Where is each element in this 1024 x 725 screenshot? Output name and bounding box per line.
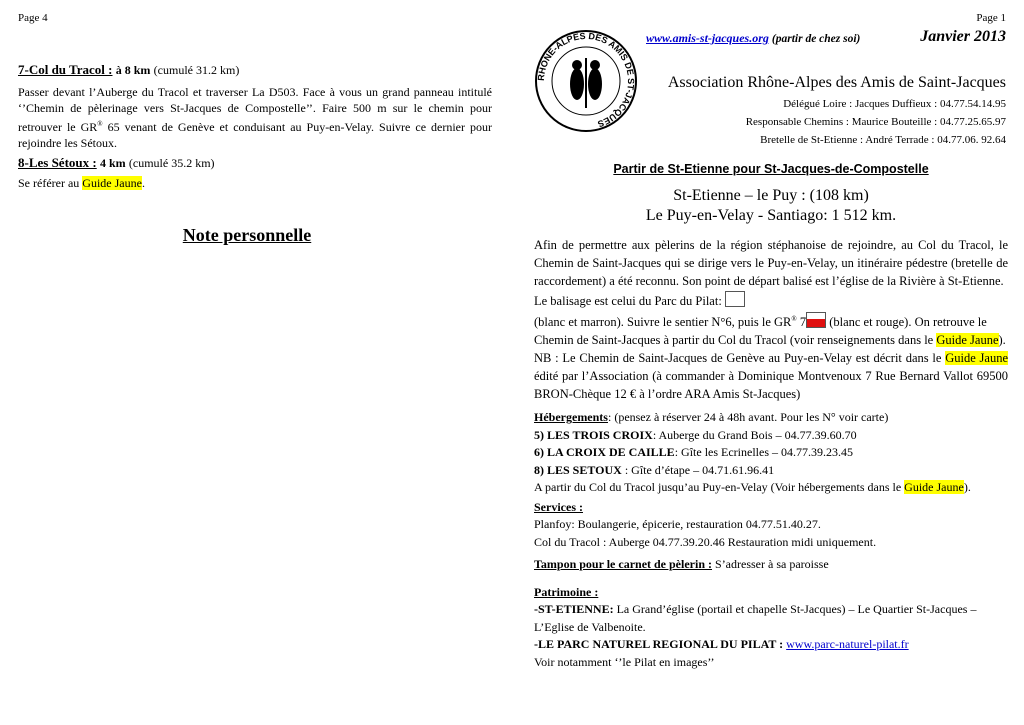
services-label: Services : [534,499,583,514]
service-item: Planfoy: Boulangerie, épicerie, restauration 04.77.51.40.27. [534,517,821,532]
header-website-line: www.amis-st-jacques.org (partir de chez soi) [646,31,861,45]
left-column [18,62,492,191]
logo-seal-icon [533,28,639,134]
intro-paragraph: Afin de permettre aux pèlerins de la région stéphanoise de rejoindre, au Col du Tracol, le Chemin de Saint-Jacques qui se dirige vers le Puy-en-Velay, un itinéraire pédestre (bretelle de raccordement) a été reconnu. Son point de départ balisé est l’église de la Rivière à St-Etienne. [534,238,1008,288]
patrimoine-item: -ST-ETIENNE: La Grand’église (portail et chapelle St-Jacques) – Le Quartier St-Jacques – L’Eglise de Valbenoite. [534,602,977,634]
contacts-list [746,95,1006,149]
section-8-heading: 8-Les Sétoux : 4 km (cumulé 35.2 km) [18,155,215,170]
contact-line: Délégué Loire : Jacques Duffieux : 04.77.54.14.95 [783,98,1006,110]
lodging-extra: A partir du Col du Tracol jusqu’au Puy-en-Velay (Voir hébergements dans le Guide Jaune). [534,480,971,495]
page-number-left: Page 4 [18,12,48,24]
balisage-paragraph: Le balisage est celui du Parc du Pilat: [534,291,1008,310]
white-brown-flag-icon [725,291,745,307]
guide-jaune-highlight: Guide Jaune [936,333,999,348]
tampon-line: Tampon pour le carnet de pèlerin : S’adresser à sa paroisse [534,557,829,572]
guide-jaune-highlight: Guide Jaune [904,480,964,495]
contact-line: Responsable Chemins : Maurice Bouteille : 04.77.25.65.97 [745,116,1006,128]
association-logo [533,28,639,134]
contact-line: Bretelle de St-Etienne : André Terrade : 04.77.06. 92.64 [760,134,1006,146]
website-link[interactable]: www.amis-st-jacques.org [646,31,769,45]
patrimoine-item: -LE PARC NATUREL REGIONAL DU PILAT : www.parc-naturel-pilat.fr [534,637,909,652]
note-title: Note personnelle [182,225,312,245]
hebergements-label: Hébergements [534,410,608,425]
section-7-heading: 7-Col du Tracol : à 8 km (cumulé 31.2 km) [18,62,240,77]
route-distances: St-Etienne – le Puy : (108 km) Le Puy-en-Velay - Santiago: 1 512 km. [645,187,897,224]
issue-date: Janvier 2013 [920,28,1006,45]
nb-paragraph: NB : Le Chemin de Saint-Jacques de Genève au Puy-en-Velay est décrit dans le Guide Jaune édité par l’Association (à commander à Dominique Montvenoux 7 Rue Bernard Vallot 69500 BRON-Chèque 12 € à l’ordre ARA Amis St-Jacques) [534,351,1008,402]
route-title: Partir de St-Etienne pour St-Jacques-de-Compostelle [613,162,929,176]
association-name: Association Rhône-Alpes des Amis de Saint-Jacques [667,74,1006,91]
lodging-item: 5) LES TROIS CROIX: Auberge du Grand Bois – 04.77.39.60.70 [534,427,857,442]
service-item: Col du Tracol : Auberge 04.77.39.20.46 Restauration midi uniquement. [534,534,877,549]
patrimoine-label: Patrimoine : [534,584,599,599]
guide-jaune-highlight: Guide Jaune [945,351,1008,366]
pilat-park-link[interactable]: www.parc-naturel-pilat.fr [786,637,909,652]
guide-jaune-highlight: Guide Jaune [82,176,142,190]
page-number-right: Page 1 [976,12,1006,24]
hebergements-section: Hébergements: (pensez à réserver 24 à 48h avant. Pour les N° voir carte) 5) LES TROIS CROIX: Auberge du Grand Bois – 04.77.39.60.70 6) LA CROIX DE CAILLE: Gîte les Ecrinelles – 04.77.39.23.45 8) LES SETOUX : Gîte d’étape – 04.71.61.96.41 A partir du Col du Tracol jusqu’au Puy-en-Velay (Voir hébergements dans le Guide Jaune). Services : Planfoy: Boulangerie, épicerie, restauration 04.77.51.40.27. Col du Tracol : Auberge 04.77.39.20.46 Restauration midi uniquement. Tampon pour le carnet de pèlerin : S’adresser à sa paroisse Patrimoine : -ST-ETIENNE: La Grand’église (portail et chapelle St-Jacques) – Le Quartier St-Jacques – L’Eglise de Valbenoite. -LE PARC NATUREL REGIONAL DU PILAT : www.parc-naturel-pilat.fr Voir notamment ‘’le Pilat en images’’ [534,409,1008,671]
section-7-text: Passer devant l’Auberge du Tracol et traverser La D503. Face à vous un grand panneau intitulé ‘’Chemin de pèlerinage vers St-Jacques de Compostelle’’. Faire 500 m sur le chemin pour retrouver le GR® 65 venant de Genève et conduisant au Puy-en-Velay. Suivre ce dernier pour rejoindre les Sétoux. [18,85,492,150]
lodging-item: 6) LA CROIX DE CAILLE: Gîte les Ecrinelles – 04.77.39.23.45 [534,445,854,460]
right-body: Afin de permettre aux pèlerins de la région stéphanoise de rejoindre, au Col du Tracol, le Chemin de Saint-Jacques qui se dirige vers le Puy-en-Velay, un itinéraire pédestre (bretelle de raccordement) a été reconnu. Son point de départ balisé est l’église de la Rivière à St-Etienne. Le balisage est celui du Parc du Pilat: (blanc et marron). Suivre le sentier N°6, puis le GR® 7 (blanc et rouge). On retrouve le Chemin de Saint-Jacques à partir du Col du Tracol (voir renseignements dans le Guide Jaune). NB : Le Chemin de Saint-Jacques de Genève au Puy-en-Velay est décrit dans le Guide Jaune édité par l’Association (à commander à Dominique Montvenoux 7 Rue Bernard Vallot 69500 BRON-Chèque 12 € à l’ordre ARA Amis St-Jacques) Hébergements: (pensez à réserver 24 à 48h avant. Pour les N° voir carte) 5) LES TROIS CROIX: Auberge du Grand Bois – 04.77.39.60.70 6) LA CROIX DE CAILLE: Gîte les Ecrinelles – 04.77.39.23.45 8) LES SETOUX : Gîte d’étape – 04.71.61.96.41 A partir du Col du Tracol jusqu’au Puy-en-Velay (Voir hébergements dans le Guide Jaune). Services : Planfoy: Boulangerie, épicerie, restauration 04.77.51.40.27. Col du Tracol : Auberge 04.77.39.20.46 Restauration midi uniquement. Tampon pour le carnet de pèlerin : S’adresser à sa paroisse Patrimoine : -ST-ETIENNE: La Grand’église (portail et chapelle St-Jacques) – Le Quartier St-Jacques – L’Eglise de Valbenoite. -LE PARC NATUREL REGIONAL DU PILAT : www.parc-naturel-pilat.fr Voir notamment ‘’le Pilat en images’’ [534,236,1008,671]
svg-text:RHONE-ALPES DES AMIS DE ST-JAC: RHONE-ALPES DES AMIS DE ST-JACQUES [535,30,637,130]
section-8-text: Se référer au Guide Jaune. [18,176,145,190]
lodging-item: 8) LES SETOUX : Gîte d’étape – 04.71.61.96.41 [534,462,775,477]
patrimoine-item: Voir notamment ‘’le Pilat en images’’ [534,654,715,669]
white-red-flag-icon [806,312,826,328]
